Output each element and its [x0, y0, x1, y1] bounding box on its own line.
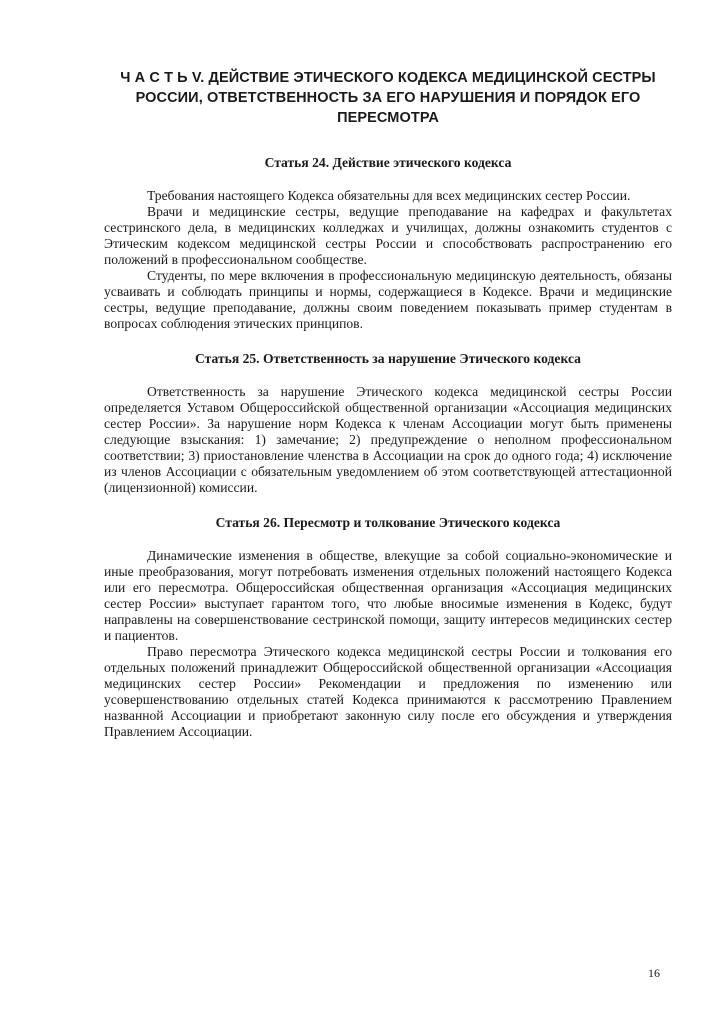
- paragraph: Студенты, по мере включения в профессиональную медицинскую деятельность, обязаны усваивать и соблюдать принципы и нормы, содержащиеся в Кодексе. Врачи и медицинские сестры, ведущие преподавание, должны своим поведением показывать пример студентам в вопросах соблюдения этических принципов.: [104, 268, 672, 331]
- article-25: [104, 350, 672, 496]
- document-page: [104, 68, 672, 758]
- paragraph: Ответственность за нарушение Этического кодекса медицинской сестры России определяется Уставом Общероссийской общественной организации «Ассоциация медицинских сестер России». За нарушение норм Кодекса к членам Ассоциации могут быть применены следующие взыскания: 1) замечание; 2) предупреждение о неполном профессиональном соответствии; 3) приостановление членства в Ассоциации на срок до одного года; 4) исключение из членов Ассоциации с обязательным уведомлением об этом соответствующей аттестационной (лицензионной) комиссии.: [104, 384, 672, 495]
- article-body: [104, 384, 672, 496]
- paragraph: Право пересмотра Этического кодекса медицинской сестры России и толкования его отдельных положений принадлежит Общероссийской общественной организации «Ассоциация медицинских сестер России» Рекомендации и предложения по изменению или усовершенствованию отдельных статей Кодекса принимаются к рассмотрению Правлением названной Ассоциации и приобретают законную силу после его обсуждения и утверждения Правлением Ассоциации.: [104, 644, 672, 739]
- article-24: [104, 154, 672, 332]
- paragraph: Врачи и медицинские сестры, ведущие преподавание на кафедрах и факультетах сестринского дела, в медицинских колледжах и училищах, должны ознакомить студентов с Этическим кодексом медицинской сестры России и способствовать распространению его положений в профессиональном сообществе.: [104, 204, 672, 267]
- paragraph: Динамические изменения в обществе, влекущие за собой социально-экономические и иные преобразования, могут потребовать изменения отдельных положений настоящего Кодекса или его пересмотра. Общероссийская общественная организация «Ассоциация медицинских сестер России» выступает гарантом того, что любые вносимые изменения в Кодекс, будут направлены на совершенствование сестринской помощи, защиту интересов медицинских сестер и пациентов.: [104, 548, 672, 643]
- page-number: 16: [648, 966, 660, 980]
- article-26: [104, 514, 672, 740]
- article-body: [104, 548, 672, 740]
- article-body: [104, 188, 672, 332]
- part-title: Ч А С Т Ь V. ДЕЙСТВИЕ ЭТИЧЕСКОГО КОДЕКСА МЕДИЦИНСКОЙ СЕСТРЫ РОССИИ, ОТВЕТСТВЕННОСТЬ ЗА ЕГО НАРУШЕНИЯ И ПОРЯДОК ЕГО ПЕРЕСМОТРА: [120, 70, 656, 126]
- article-title: Статья 24. Действие этического кодекса: [264, 155, 512, 170]
- article-title: Статья 26. Пересмотр и толкование Этического кодекса: [215, 515, 561, 530]
- paragraph: Требования настоящего Кодекса обязательны для всех медицинских сестер России.: [147, 188, 631, 203]
- article-title: Статья 25. Ответственность за нарушение Этического кодекса: [195, 351, 581, 366]
